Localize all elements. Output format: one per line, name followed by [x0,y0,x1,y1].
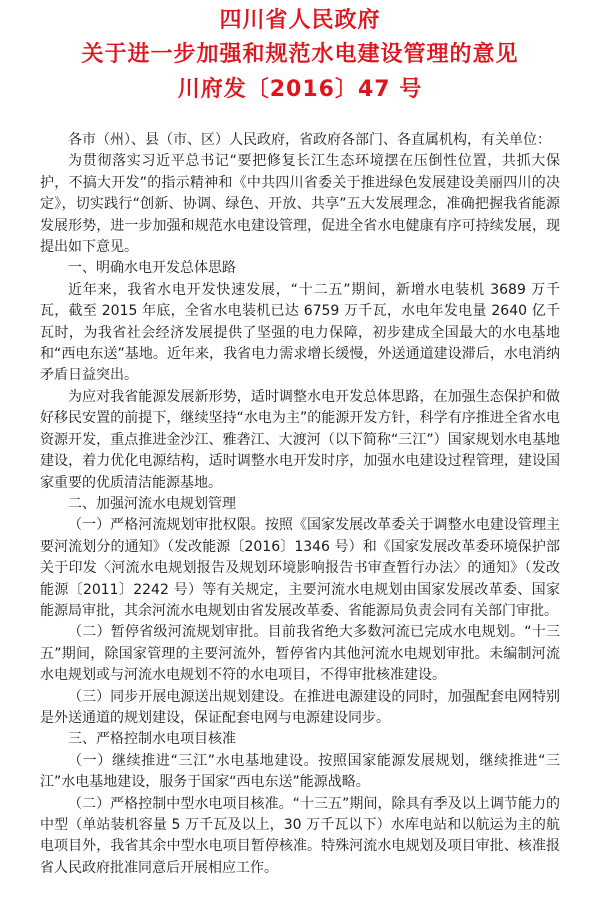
section-3-paragraph-2: （二）严格控制中型水电项目核准。“十三五”期间，除具有季及以上调节能力的中型（单站装机容量 5 万千瓦及以上，30 万千瓦以下）水库电站和以航运为主的航电项目外，我省其余中型水电项目暂停核准。特殊河流水电规划及项目审批、核准报省人民政府批准同意后开展相应工作。 [40,795,560,876]
section-1-heading: 一、明确水电开发总体思路 [68,260,236,277]
document-header [40,4,560,108]
issuer-title: 四川省人民政府 [219,8,381,33]
addressee: 各市（州）、县（市、区）人民政府，省政府各部门、各直属机构，有关单位： [68,132,551,148]
section-1-paragraph-2: 为应对我省能源发展新形势，适时调整水电开发总体思路，在加强生态保护和做好移民安置的前提下，继续坚持“水电为主”的能源开发方针，科学有序推进全省水电资源开发，重点推进金沙江、雅砻江、大渡河（以下简称“三江”）国家规划水电基地建设，着力优化电源结构，适时调整水电开发时序，加强水电建设过程管理，建设国家重要的优质清洁能源基地。 [40,388,560,491]
section-3-paragraph-1: （一）继续推进“三江”水电基地建设。按照国家能源发展规划，继续推进“三江”水电基地建设，服务于国家“西电东送”能源战略。 [40,752,560,791]
section-3-heading: 三、严格控制水电项目核准 [68,731,236,748]
section-1-paragraph-1: 近年来，我省水电开发快速发展，“十二五”期间，新增水电装机 3689 万千瓦，截至 2015 年底，全省水电装机已达 6759 万千瓦，水电年发电量 2640 亿千瓦时，为我省社会经济发展提供了坚强的电力保障，初步建成全国最大的水电基地和“西电东送”基地。近年来，我省电力需求增长缓慢，外送通道建设滞后，水电消纳矛盾日益突出。 [40,281,560,384]
section-2-heading: 二、加强河流水电规划管理 [68,495,236,512]
document-body [40,130,560,879]
document-number: 川府发〔2016〕47 号 [177,77,423,102]
section-2-paragraph-2: （二）暂停省级河流规划审批。目前我省绝大多数河流已完成水电规划。“十三五”期间，除国家管理的主要河流外，暂停省内其他河流水电规划审批。未编制河流水电规划或与河流水电规划不符的水电项目，不得审批核准建设。 [40,624,560,684]
section-2-paragraph-1: （一）严格河流规划审批权限。按照《国家发展改革委关于调整水电建设管理主要河流划分的通知》（发改能源〔2016〕1346 号）和《国家发展改革委环境保护部关于印发〈河流水电规划报告及规划环境影响报告书审查暂行办法〉的通知》（发改能源〔2011〕2242 号）等有关规定，主要河流水电规划由国家发展改革委、国家能源局审批，其余河流水电规划由省发展改革委、省能源局负责会同有关部门审批。 [40,517,560,619]
section-2-paragraph-3: （三）同步开展电源送出规划建设。在推进电源建设的同时，加强配套电网特别是外送通道的规划建设，保证配套电网与电源建设同步。 [40,688,560,726]
intro-paragraph: 为贯彻落实习近平总书记“要把修复长江生态环境摆在压倒性位置，共抓大保护，不搞大开发”的指示精神和《中共四川省委关于推进绿色发展建设美丽四川的决定》，切实践行“创新、协调、绿色、开放、共享”五大发展理念，准确把握我省能源发展形势，进一步加强和规范水电建设管理，促进全省水电健康有序可持续发展，现提出如下意见。 [40,153,560,256]
document-title: 关于进一步加强和规范水电建设管理的意见 [81,42,519,67]
